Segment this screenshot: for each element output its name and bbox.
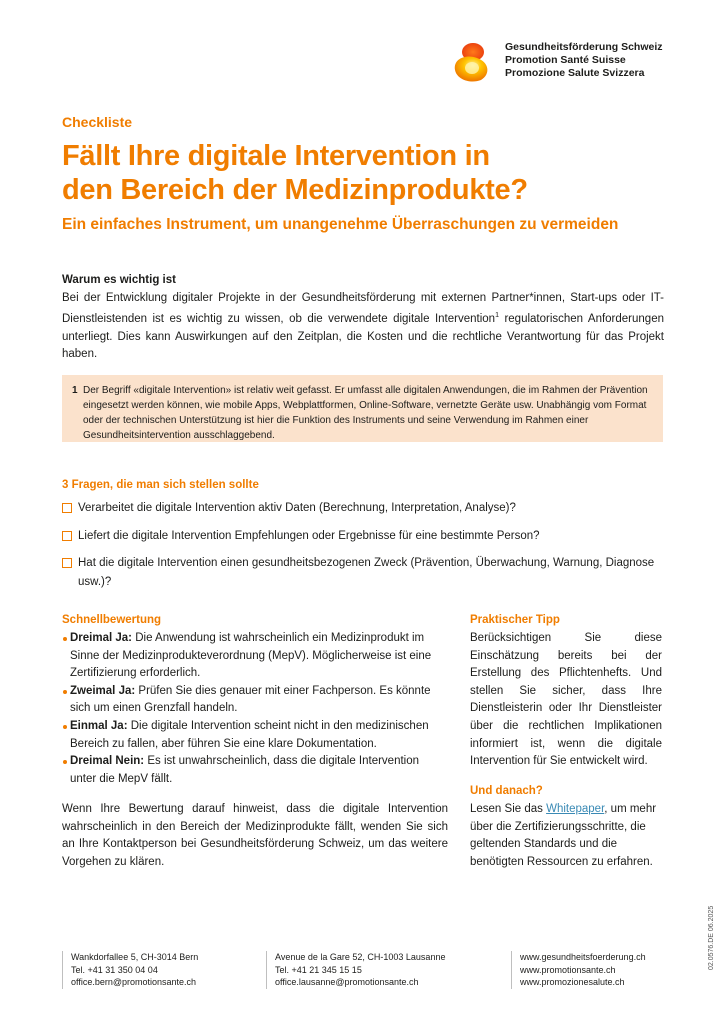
title-line-2: den Bereich der Medizinprodukte? <box>62 174 528 206</box>
orange-flame-logo-icon <box>447 40 503 84</box>
whitepaper-link[interactable]: Whitepaper <box>546 803 605 815</box>
question-text: Verarbeitet die digitale Intervention aktiv Daten (Berechnung, Interpretation, Analyse)? <box>78 502 516 514</box>
footnote-reference: 1 <box>495 312 499 320</box>
quick-assessment-heading: Schnellbewertung <box>62 614 162 626</box>
bullet-icon <box>62 630 70 648</box>
assessment-text: Es ist unwahrscheinlich, dass die digitale Intervention unter die MepV fällt. <box>70 755 420 785</box>
list-item <box>62 630 440 683</box>
org-name-de: Gesundheitsförderung Schweiz <box>505 41 663 53</box>
questions-checklist <box>62 499 662 600</box>
checklist-item <box>62 554 662 591</box>
checkbox-icon[interactable] <box>62 558 72 568</box>
next-steps-heading: Und danach? <box>470 785 543 797</box>
why-text-start: Bei der Entwicklung digitaler Projekte in der Gesundheitsförderung mit externen Partner*innen, Start-ups oder IT-Dienstleistenden ist es wichtig zu wissen, ob die verwendete digitale Intervention <box>62 292 664 326</box>
question-text: Liefert die digitale Intervention Empfehlungen oder Ergebnisse für eine bestimmte Person? <box>78 529 540 542</box>
bullet-icon <box>62 753 70 771</box>
next-text-start: Lesen Sie das <box>470 803 547 815</box>
org-logo <box>447 40 687 84</box>
checkbox-icon[interactable] <box>62 531 72 541</box>
footer-email[interactable]: office.lausanne@promotionsante.ch <box>275 977 419 987</box>
list-item <box>62 683 440 718</box>
checklist-item <box>62 499 662 518</box>
next-steps-paragraph <box>470 801 662 871</box>
why-heading: Warum es wichtig ist <box>62 274 176 286</box>
footer-phone[interactable]: Tel. +41 31 350 04 04 <box>71 964 158 975</box>
checklist-item <box>62 527 662 546</box>
next-text-end: , um mehr über die Zertifizierungsschritte, die geltenden Standards und die benötigten Ressourcen zu erfahren. <box>470 803 657 868</box>
footnote-text: Der Begriff «digitale Intervention» ist relativ weit gefasst. Er umfasst alle digitalen Anwendungen, die im Rahmen der Prävention eingesetzt werden können, wie mobile Apps, Webplattformen, Online-Software, vernetzte Geräte usw. Unabhängig vom Format oder der technischen Unterstützung ist hier die Funktion des Instruments und seine Verwendung im Rahmen einer Gesundheitsintervention ausschlaggebend. <box>83 385 648 441</box>
footer-website-link[interactable]: www.promotionsante.ch <box>520 964 616 975</box>
question-text: Hat die digitale Intervention einen gesundheitsbezogenen Zweck (Prävention, Überwachung, Warnung, Diagnose usw.)? <box>78 557 655 588</box>
document-kicker: Checkliste <box>62 114 133 130</box>
footer-email[interactable]: office.bern@promotionsante.ch <box>71 977 197 987</box>
document-code: 02.0576.DE 06.2025 <box>708 905 715 970</box>
org-name-it: Promozione Salute Svizzera <box>505 67 645 79</box>
footer-website-link[interactable]: www.gesundheitsfoerderung.ch <box>520 952 646 962</box>
checkbox-icon[interactable] <box>62 503 72 513</box>
assessment-label: Dreimal Ja: <box>70 632 133 644</box>
footnote-box <box>62 375 663 442</box>
list-item <box>62 753 440 788</box>
org-name <box>505 41 663 80</box>
footer-website-link[interactable]: www.promozionesalute.ch <box>520 977 625 987</box>
bullet-icon <box>62 718 70 736</box>
questions-heading: 3 Fragen, die man sich stellen sollte <box>62 479 259 491</box>
conclusion-paragraph: Wenn Ihre Bewertung darauf hinweist, dass die digitale Intervention wahrscheinlich in den Bereich der Medizinprodukte fällt, wenden Sie sich an Ihre Kontaktperson bei Gesundheitsförderung Schweiz, um das weitere Vorgehen zu klären. <box>62 803 448 868</box>
bullet-icon <box>62 683 70 701</box>
footnote-number: 1 <box>72 385 78 396</box>
page-title <box>62 139 528 207</box>
quick-assessment-list <box>62 630 440 788</box>
footer-line: Wankdorfallee 5, CH-3014 Bern <box>71 952 199 962</box>
footer-phone[interactable]: Tel. +41 21 345 15 15 <box>275 964 362 975</box>
tip-paragraph: Berücksichtigen Sie diese Einschätzung bereits bei der Erstellung des Pflichtenhefts. Und stellen Sie sicher, dass Ihre Dienstleisterin oder Ihr Dienstleister über die rechtlichen Implikationen informiert ist, wenn die digitale Intervention für Sie entwickelt wird. <box>470 632 662 768</box>
footer-line: Avenue de la Gare 52, CH-1003 Lausanne <box>275 952 446 962</box>
tip-heading: Praktischer Tipp <box>470 614 560 626</box>
title-line-1: Fällt Ihre digitale Intervention in <box>62 140 490 172</box>
assessment-text: Die Anwendung ist wahrscheinlich ein Medizinprodukt im Sinne der Medizinprodukteverordnung (MepV). Möglicherweise ist eine Zertifizierung erforderlich. <box>70 632 432 680</box>
footer-websites <box>511 951 646 989</box>
assessment-text: Prüfen Sie dies genauer mit einer Fachperson. Es könnte sich um einen Grenzfall handeln. <box>70 684 431 715</box>
footer-address-bern <box>62 951 198 989</box>
assessment-label: Zweimal Ja: <box>70 684 136 697</box>
why-paragraph <box>62 290 664 363</box>
org-name-fr: Promotion Santé Suisse <box>505 54 626 66</box>
page-subtitle: Ein einfaches Instrument, um unangenehme Überraschungen zu vermeiden <box>62 216 619 233</box>
list-item <box>62 718 440 753</box>
assessment-text: Die digitale Intervention scheint nicht in den medizinischen Bereich zu fallen, aber führen Sie eine klare Dokumentation. <box>70 719 429 750</box>
assessment-label: Einmal Ja: <box>70 719 128 732</box>
footer-address-lausanne <box>266 951 445 989</box>
why-text-end: regulatorischen Anforderungen unterliegt. Dies kann Auswirkungen auf den Zeitplan, die Kosten und die rechtliche Verantwortung für das Projekt haben. <box>62 313 664 361</box>
assessment-label: Dreimal Nein: <box>70 755 145 768</box>
